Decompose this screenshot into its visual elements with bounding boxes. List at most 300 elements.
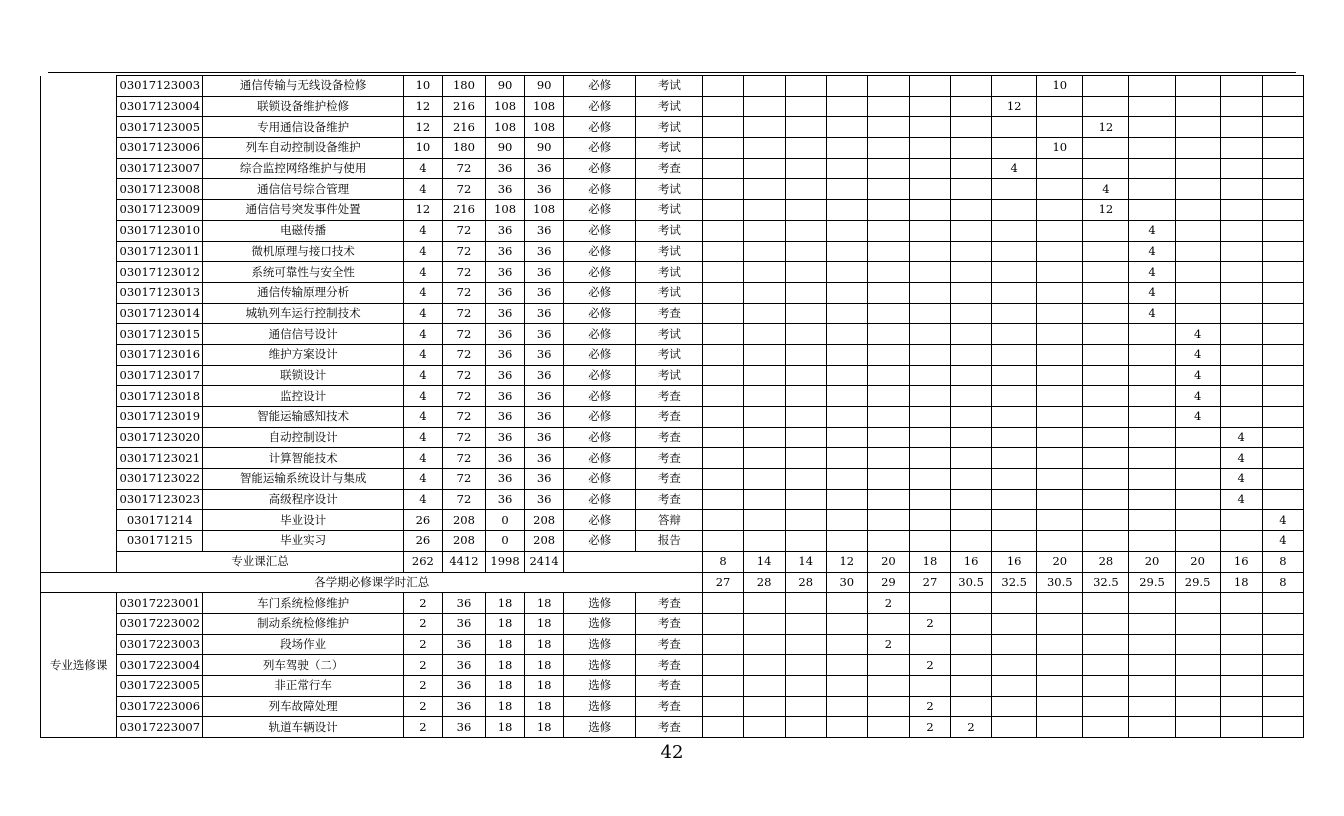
required-total-semester-cell: 29.5 [1175, 572, 1220, 593]
required-total-semester-cell: 27 [703, 572, 743, 593]
subtotal-theory: 1998 [486, 551, 525, 572]
course-name-cell: 智能运输感知技术 [203, 407, 403, 428]
course-name-cell: 专用通信设备维护 [203, 117, 403, 138]
total-hours-cell: 216 [442, 96, 485, 117]
practice-hours-cell: 108 [525, 200, 564, 221]
credit-cell: 2 [403, 593, 442, 614]
assessment-cell: 考查 [636, 469, 703, 490]
semester-hours-cell [826, 365, 867, 386]
semester-hours-cell [992, 469, 1037, 490]
practice-hours-cell: 18 [525, 593, 564, 614]
semester-hours-cell [1037, 675, 1083, 696]
semester-hours-cell [951, 117, 992, 138]
elective-group-label: 专业选修课 [41, 593, 117, 738]
semester-hours-cell [909, 220, 950, 241]
course-code-cell: 03017123013 [117, 282, 203, 303]
subtotal-semester-cell: 20 [1037, 551, 1083, 572]
semester-hours-cell [826, 407, 867, 428]
total-hours-cell: 72 [442, 158, 485, 179]
semester-hours-cell [1083, 324, 1129, 345]
table-row [41, 96, 1304, 117]
semester-hours-cell [1037, 634, 1083, 655]
course-code-cell: 03017123004 [117, 96, 203, 117]
course-name-cell: 高级程序设计 [203, 489, 403, 510]
semester-hours-cell [992, 138, 1037, 159]
total-hours-cell: 72 [442, 365, 485, 386]
semester-hours-cell [1220, 407, 1262, 428]
semester-hours-cell [992, 179, 1037, 200]
semester-hours-cell [743, 469, 785, 490]
semester-hours-cell: 4 [1129, 220, 1175, 241]
semester-hours-cell [1083, 427, 1129, 448]
course-code-cell: 03017123012 [117, 262, 203, 283]
practice-hours-cell: 36 [525, 262, 564, 283]
subtotal-hours: 4412 [442, 551, 485, 572]
semester-hours-cell [826, 386, 867, 407]
semester-hours-cell [1129, 344, 1175, 365]
semester-hours-cell [951, 200, 992, 221]
required-total-semester-cell: 29.5 [1129, 572, 1175, 593]
assessment-cell: 考查 [636, 407, 703, 428]
semester-hours-cell [703, 613, 743, 634]
table-row [41, 282, 1304, 303]
semester-hours-cell [1083, 510, 1129, 531]
semester-hours-cell [1220, 510, 1262, 531]
table-row [41, 241, 1304, 262]
semester-hours-cell [785, 365, 826, 386]
semester-hours-cell [743, 76, 785, 97]
semester-hours-cell [1175, 117, 1220, 138]
semester-hours-cell [1083, 220, 1129, 241]
semester-hours-cell [826, 655, 867, 676]
total-hours-cell: 72 [442, 303, 485, 324]
semester-hours-cell [909, 344, 950, 365]
semester-hours-cell [1083, 303, 1129, 324]
semester-hours-cell [826, 531, 867, 552]
course-code-cell: 03017223007 [117, 717, 203, 738]
theory-hours-cell: 108 [486, 117, 525, 138]
semester-hours-cell [826, 593, 867, 614]
subtotal-semester-cell: 16 [992, 551, 1037, 572]
semester-hours-cell [1220, 386, 1262, 407]
course-code-cell: 03017223002 [117, 613, 203, 634]
semester-hours-cell [1220, 324, 1262, 345]
semester-hours-cell [1262, 675, 1303, 696]
semester-hours-cell [1129, 200, 1175, 221]
semester-hours-cell [703, 407, 743, 428]
semester-hours-cell [826, 613, 867, 634]
credit-cell: 4 [403, 469, 442, 490]
semester-hours-cell [1083, 241, 1129, 262]
semester-hours-cell [785, 593, 826, 614]
semester-hours-cell [909, 593, 950, 614]
theory-hours-cell: 108 [486, 200, 525, 221]
semester-hours-cell [743, 241, 785, 262]
total-hours-cell: 72 [442, 386, 485, 407]
table-row [41, 448, 1304, 469]
semester-hours-cell: 4 [992, 158, 1037, 179]
table-row [41, 675, 1304, 696]
semester-hours-cell [992, 76, 1037, 97]
theory-hours-cell: 36 [486, 344, 525, 365]
theory-hours-cell: 36 [486, 469, 525, 490]
practice-hours-cell: 90 [525, 76, 564, 97]
semester-hours-cell [951, 303, 992, 324]
course-name-cell: 轨道车辆设计 [203, 717, 403, 738]
practice-hours-cell: 36 [525, 448, 564, 469]
total-hours-cell: 72 [442, 220, 485, 241]
practice-hours-cell: 36 [525, 386, 564, 407]
semester-hours-cell [992, 262, 1037, 283]
required-total-semester-cell: 29 [867, 572, 909, 593]
course-code-cell: 03017123022 [117, 469, 203, 490]
semester-hours-cell [703, 675, 743, 696]
semester-hours-cell [1220, 344, 1262, 365]
semester-hours-cell [703, 655, 743, 676]
semester-hours-cell [867, 448, 909, 469]
semester-hours-cell [1175, 531, 1220, 552]
course-nature-cell: 必修 [564, 427, 636, 448]
credit-cell: 4 [403, 448, 442, 469]
semester-hours-cell [951, 76, 992, 97]
semester-hours-cell: 4 [1220, 448, 1262, 469]
assessment-cell: 考试 [636, 179, 703, 200]
semester-hours-cell [785, 96, 826, 117]
semester-hours-cell [826, 696, 867, 717]
required-total-label: 各学期必修课学时汇总 [41, 572, 703, 593]
table-row [41, 469, 1304, 490]
semester-hours-cell [743, 696, 785, 717]
semester-hours-cell [1129, 427, 1175, 448]
semester-hours-cell [743, 655, 785, 676]
semester-hours-cell [1175, 655, 1220, 676]
semester-hours-cell [992, 593, 1037, 614]
course-nature-cell: 必修 [564, 282, 636, 303]
semester-hours-cell [992, 324, 1037, 345]
semester-hours-cell [1037, 469, 1083, 490]
subtotal-blank [564, 551, 703, 572]
semester-hours-cell [703, 489, 743, 510]
semester-hours-cell [1037, 613, 1083, 634]
course-name-cell: 计算智能技术 [203, 448, 403, 469]
semester-hours-cell [785, 282, 826, 303]
course-nature-cell: 必修 [564, 365, 636, 386]
table-row [41, 200, 1304, 221]
semester-hours-cell [951, 365, 992, 386]
table-row [41, 593, 1304, 614]
semester-hours-cell [867, 220, 909, 241]
table-row [41, 427, 1304, 448]
course-name-cell: 列车故障处理 [203, 696, 403, 717]
semester-hours-cell [992, 344, 1037, 365]
semester-hours-cell [826, 158, 867, 179]
semester-hours-cell [785, 407, 826, 428]
semester-hours-cell: 2 [909, 696, 950, 717]
total-hours-cell: 72 [442, 282, 485, 303]
semester-hours-cell [1262, 448, 1303, 469]
semester-hours-cell [909, 117, 950, 138]
subtotal-semester-cell: 8 [1262, 551, 1303, 572]
semester-hours-cell [1220, 158, 1262, 179]
assessment-cell: 考查 [636, 158, 703, 179]
semester-hours-cell [1262, 696, 1303, 717]
table-row [41, 489, 1304, 510]
semester-hours-cell [743, 324, 785, 345]
semester-hours-cell [703, 696, 743, 717]
semester-hours-cell [1175, 634, 1220, 655]
semester-hours-cell [1175, 469, 1220, 490]
semester-hours-cell [703, 510, 743, 531]
semester-hours-cell [1175, 262, 1220, 283]
theory-hours-cell: 36 [486, 489, 525, 510]
semester-hours-cell [1175, 138, 1220, 159]
semester-hours-cell [867, 510, 909, 531]
semester-hours-cell [867, 613, 909, 634]
semester-hours-cell [1037, 593, 1083, 614]
semester-hours-cell [826, 117, 867, 138]
semester-hours-cell [1037, 427, 1083, 448]
semester-hours-cell [1037, 96, 1083, 117]
credit-cell: 4 [403, 282, 442, 303]
course-nature-cell: 必修 [564, 344, 636, 365]
semester-hours-cell [867, 489, 909, 510]
semester-hours-cell [785, 220, 826, 241]
total-hours-cell: 36 [442, 675, 485, 696]
semester-hours-cell [1083, 138, 1129, 159]
semester-hours-cell [703, 324, 743, 345]
credit-cell: 2 [403, 613, 442, 634]
credit-cell: 10 [403, 138, 442, 159]
semester-hours-cell [1083, 448, 1129, 469]
assessment-cell: 考试 [636, 138, 703, 159]
semester-hours-cell [909, 179, 950, 200]
semester-hours-cell [703, 303, 743, 324]
semester-hours-cell [992, 386, 1037, 407]
semester-hours-cell [992, 427, 1037, 448]
theory-hours-cell: 36 [486, 220, 525, 241]
theory-hours-cell: 0 [486, 510, 525, 531]
table-row [41, 634, 1304, 655]
semester-hours-cell [826, 344, 867, 365]
semester-hours-cell: 2 [909, 717, 950, 738]
semester-hours-cell [992, 241, 1037, 262]
semester-hours-cell [1083, 344, 1129, 365]
semester-hours-cell [867, 675, 909, 696]
semester-hours-cell [867, 158, 909, 179]
course-name-cell: 联锁设备维护检修 [203, 96, 403, 117]
semester-hours-cell [1083, 655, 1129, 676]
semester-hours-cell [992, 407, 1037, 428]
course-nature-cell: 必修 [564, 531, 636, 552]
table-row [41, 655, 1304, 676]
course-code-cell: 03017123017 [117, 365, 203, 386]
semester-hours-cell [909, 158, 950, 179]
course-name-cell: 车门系统检修维护 [203, 593, 403, 614]
course-name-cell: 自动控制设计 [203, 427, 403, 448]
subtotal-semester-cell: 8 [703, 551, 743, 572]
semester-hours-cell [743, 282, 785, 303]
semester-hours-cell [1083, 365, 1129, 386]
semester-hours-cell [826, 448, 867, 469]
credit-cell: 12 [403, 200, 442, 221]
semester-hours-cell [867, 344, 909, 365]
semester-hours-cell [1037, 531, 1083, 552]
semester-hours-cell [743, 117, 785, 138]
subtotal-semester-cell: 16 [1220, 551, 1262, 572]
theory-hours-cell: 18 [486, 696, 525, 717]
credit-cell: 4 [403, 386, 442, 407]
semester-hours-cell [1262, 117, 1303, 138]
semester-hours-cell [992, 696, 1037, 717]
semester-hours-cell [1220, 262, 1262, 283]
semester-hours-cell [1175, 179, 1220, 200]
semester-hours-cell [743, 138, 785, 159]
course-nature-cell: 必修 [564, 76, 636, 97]
semester-hours-cell [1220, 613, 1262, 634]
semester-hours-cell [1037, 655, 1083, 676]
course-name-cell: 维护方案设计 [203, 344, 403, 365]
course-code-cell: 03017123005 [117, 117, 203, 138]
semester-hours-cell [1262, 158, 1303, 179]
course-name-cell: 通信传输原理分析 [203, 282, 403, 303]
semester-hours-cell [743, 593, 785, 614]
semester-hours-cell [785, 76, 826, 97]
semester-hours-cell [703, 448, 743, 469]
table-row [41, 303, 1304, 324]
course-code-cell: 03017123007 [117, 158, 203, 179]
semester-hours-cell [1037, 220, 1083, 241]
subtotal-semester-cell: 20 [1129, 551, 1175, 572]
semester-hours-cell [1220, 303, 1262, 324]
required-total-semester-cell: 30 [826, 572, 867, 593]
course-name-cell: 通信信号突发事件处置 [203, 200, 403, 221]
semester-hours-cell [1175, 158, 1220, 179]
required-total-semester-cell: 28 [785, 572, 826, 593]
semester-hours-cell [785, 613, 826, 634]
semester-hours-cell [703, 469, 743, 490]
theory-hours-cell: 36 [486, 324, 525, 345]
semester-hours-cell [1037, 262, 1083, 283]
semester-hours-cell [909, 303, 950, 324]
semester-hours-cell [1037, 510, 1083, 531]
semester-hours-cell [909, 489, 950, 510]
course-name-cell: 段场作业 [203, 634, 403, 655]
semester-hours-cell [1037, 158, 1083, 179]
practice-hours-cell: 36 [525, 158, 564, 179]
semester-hours-cell [1129, 717, 1175, 738]
semester-hours-cell [1037, 365, 1083, 386]
semester-hours-cell [1129, 407, 1175, 428]
course-name-cell: 制动系统检修维护 [203, 613, 403, 634]
semester-hours-cell [826, 510, 867, 531]
course-nature-cell: 选修 [564, 593, 636, 614]
course-nature-cell: 必修 [564, 262, 636, 283]
semester-hours-cell [703, 262, 743, 283]
semester-hours-cell [785, 717, 826, 738]
practice-hours-cell: 36 [525, 324, 564, 345]
subtotal-practice: 2414 [525, 551, 564, 572]
total-hours-cell: 72 [442, 324, 485, 345]
course-nature-cell: 必修 [564, 469, 636, 490]
course-code-cell: 03017223003 [117, 634, 203, 655]
semester-hours-cell [1262, 407, 1303, 428]
semester-hours-cell [1129, 138, 1175, 159]
semester-hours-cell [1220, 717, 1262, 738]
semester-hours-cell [1175, 717, 1220, 738]
semester-hours-cell [1175, 427, 1220, 448]
semester-hours-cell [1262, 282, 1303, 303]
course-nature-cell: 选修 [564, 634, 636, 655]
semester-hours-cell [1037, 303, 1083, 324]
semester-hours-cell [1220, 138, 1262, 159]
total-hours-cell: 216 [442, 200, 485, 221]
semester-hours-cell [867, 386, 909, 407]
semester-hours-cell [909, 510, 950, 531]
semester-hours-cell [1262, 386, 1303, 407]
semester-hours-cell [785, 179, 826, 200]
semester-hours-cell [909, 262, 950, 283]
semester-hours-cell [826, 76, 867, 97]
semester-hours-cell [743, 675, 785, 696]
semester-hours-cell [992, 531, 1037, 552]
course-code-cell: 03017123003 [117, 76, 203, 97]
practice-hours-cell: 108 [525, 117, 564, 138]
theory-hours-cell: 36 [486, 241, 525, 262]
assessment-cell: 考查 [636, 448, 703, 469]
semester-hours-cell [1220, 282, 1262, 303]
semester-hours-cell [743, 220, 785, 241]
semester-hours-cell [951, 675, 992, 696]
theory-hours-cell: 18 [486, 634, 525, 655]
course-name-cell: 监控设计 [203, 386, 403, 407]
course-name-cell: 智能运输系统设计与集成 [203, 469, 403, 490]
semester-hours-cell: 4 [1175, 407, 1220, 428]
semester-hours-cell [1129, 158, 1175, 179]
required-total-semester-cell: 27 [909, 572, 950, 593]
semester-hours-cell: 4 [1175, 365, 1220, 386]
total-hours-cell: 36 [442, 613, 485, 634]
assessment-cell: 考查 [636, 675, 703, 696]
semester-hours-cell [785, 386, 826, 407]
course-code-cell: 03017123020 [117, 427, 203, 448]
course-code-cell: 03017223001 [117, 593, 203, 614]
semester-hours-cell [1262, 96, 1303, 117]
semester-hours-cell [743, 365, 785, 386]
semester-hours-cell [703, 427, 743, 448]
total-hours-cell: 72 [442, 262, 485, 283]
table-row [41, 220, 1304, 241]
semester-hours-cell [1175, 96, 1220, 117]
semester-hours-cell [992, 200, 1037, 221]
table-row [41, 262, 1304, 283]
semester-hours-cell [1220, 696, 1262, 717]
practice-hours-cell: 36 [525, 407, 564, 428]
total-hours-cell: 36 [442, 717, 485, 738]
semester-hours-cell [1083, 489, 1129, 510]
total-hours-cell: 72 [442, 469, 485, 490]
course-name-cell: 通信信号设计 [203, 324, 403, 345]
semester-hours-cell [1220, 655, 1262, 676]
semester-hours-cell: 4 [1129, 303, 1175, 324]
table-body [41, 76, 1304, 738]
course-nature-cell: 必修 [564, 117, 636, 138]
semester-hours-cell [951, 427, 992, 448]
semester-hours-cell [992, 282, 1037, 303]
theory-hours-cell: 18 [486, 717, 525, 738]
semester-hours-cell [785, 324, 826, 345]
practice-hours-cell: 36 [525, 469, 564, 490]
semester-hours-cell [992, 634, 1037, 655]
